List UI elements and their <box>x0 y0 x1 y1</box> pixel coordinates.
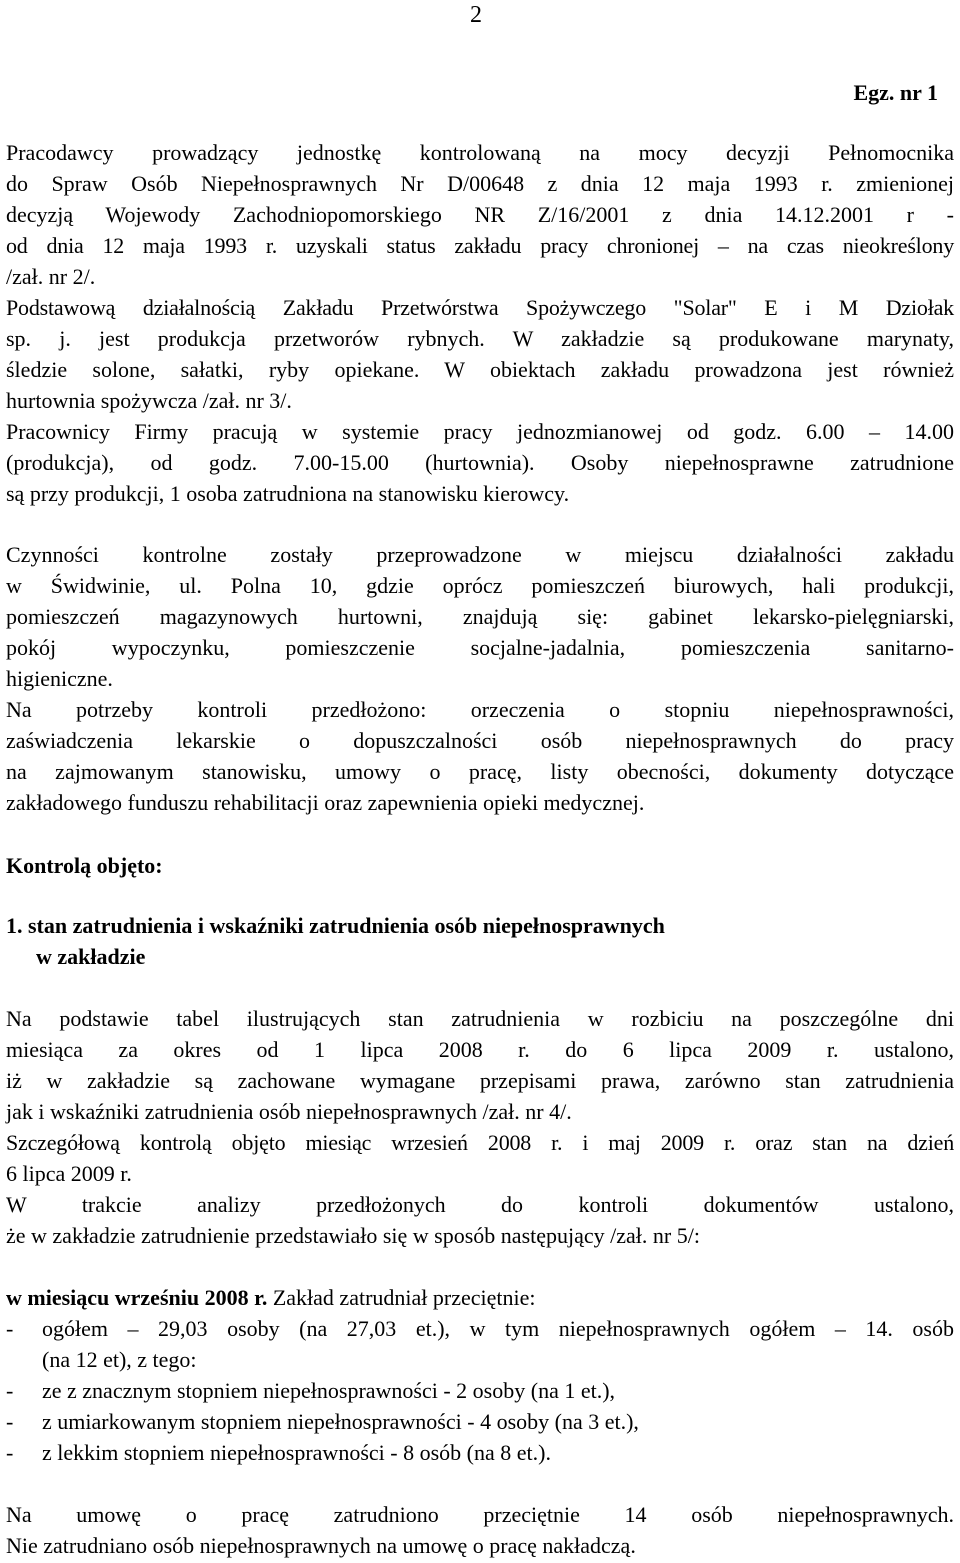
text-line: 6 lipca 2009 r. <box>6 1161 132 1186</box>
month-label: w miesiącu wrześniu 2008 r. <box>6 1285 268 1310</box>
text-line: /zał. nr 2/. <box>6 264 96 289</box>
text-line: jak i wskaźniki zatrudnienia osób niepełnosprawnych /zał. nr 4/. <box>6 1099 572 1124</box>
text-line: Na potrzeby kontroli przedłożono: orzeczenia o stopniu niepełnosprawności, <box>6 697 954 722</box>
text-line: śledzie solone, sałatki, ryby opiekane. W obiektach zakładu prowadzona jest również <box>6 357 954 382</box>
text-line: Podstawową działalnością Zakładu Przetwórstwa Spożywczego "Solar" E i M Dziołak <box>6 295 954 320</box>
text-line: że w zakładzie zatrudnienie przedstawiało się w sposób następujący /zał. nr 5/: <box>6 1223 700 1248</box>
page-number: 2 <box>470 2 482 28</box>
bullet-dash: - <box>6 1378 14 1403</box>
section-title: 1. stan zatrudnienia i wskaźniki zatrudnienia osób niepełnosprawnych <box>6 913 665 938</box>
text-line: zaświadczenia lekarskie o dopuszczalności osób niepełnosprawnych do pracy <box>6 728 954 753</box>
text-line: w Świdwinie, ul. Polna 10, gdzie oprócz pomieszczeń biurowych, hali produkcji, <box>6 573 954 598</box>
month-rest: Zakład zatrudniał przeciętnie: <box>267 1285 536 1310</box>
text-line: Czynności kontrolne zostały przeprowadzone w miejscu działalności zakładu <box>6 542 954 567</box>
text-line: Na umowę o pracę zatrudniono przeciętnie 14 osób niepełnosprawnych. <box>6 1502 954 1527</box>
text-line: sp. j. jest produkcja przetworów rybnych. W zakładzie są produkowane marynaty, <box>6 326 954 351</box>
text-line: pokój wypoczynku, pomieszczenie socjalne-jadalnia, pomieszczenia sanitarno- <box>6 635 954 660</box>
text-line: iż w zakładzie są zachowane wymagane przepisami prawa, zarówno stan zatrudnienia <box>6 1068 954 1093</box>
section-heading: Kontrolą objęto: <box>6 853 163 878</box>
bullet-item: ze z znacznym stopniem niepełnosprawności - 2 osoby (na 1 et.), <box>42 1378 616 1403</box>
text-line: na zajmowanym stanowisku, umowy o pracę, listy obecności, dokumenty dotyczące <box>6 759 954 784</box>
text-line: Pracodawcy prowadzący jednostkę kontrolowaną na mocy decyzji Pełnomocnika <box>6 140 954 165</box>
text-line: zakładowego funduszu rehabilitacji oraz zapewnienia opieki medycznej. <box>6 790 645 815</box>
bullet-dash: - <box>6 1409 14 1434</box>
text-line: od dnia 12 maja 1993 r. uzyskali status zakładu pracy chronionej – na czas nieokreślony <box>6 233 954 258</box>
text-line: higieniczne. <box>6 666 113 691</box>
text-line: Na podstawie tabel ilustrujących stan zatrudnienia w rozbiciu na poszczególne dni <box>6 1006 954 1031</box>
bullet-dash: - <box>6 1440 14 1465</box>
copy-label: Egz. nr 1 <box>853 80 938 105</box>
section-title: w zakładzie <box>36 944 146 969</box>
bullet-item: z umiarkowanym stopniem niepełnosprawności - 4 osoby (na 3 et.), <box>42 1409 639 1434</box>
bullet-dash: - <box>6 1316 14 1341</box>
bullet-item: ogółem – 29,03 osoby (na 27,03 et.), w tym niepełnosprawnych ogółem – 14. osób <box>42 1316 954 1341</box>
text-line: hurtownia spożywcza /zał. nr 3/. <box>6 388 292 413</box>
text-line: są przy produkcji, 1 osoba zatrudniona na stanowisku kierowcy. <box>6 481 570 506</box>
text-line: Pracownicy Firmy pracują w systemie pracy jednozmianowej od godz. 6.00 – 14.00 <box>6 419 954 444</box>
text-line: Szczegółową kontrolą objęto miesiąc wrzesień 2008 r. i maj 2009 r. oraz stan na dzień <box>6 1130 954 1155</box>
text-line: miesiąca za okres od 1 lipca 2008 r. do 6 lipca 2009 r. ustalono, <box>6 1037 954 1062</box>
text-line: do Spraw Osób Niepełnosprawnych Nr D/00648 z dnia 12 maja 1993 r. zmienionej <box>6 171 954 196</box>
text-line: decyzją Wojewody Zachodniopomorskiego NR Z/16/2001 z dnia 14.12.2001 r - <box>6 202 954 227</box>
bullet-item: z lekkim stopniem niepełnosprawności - 8 osób (na 8 et.). <box>42 1440 551 1465</box>
text-line: pomieszczeń magazynowych hurtowni, znajdują się: gabinet lekarsko-pielęgniarski, <box>6 604 954 629</box>
text-line: (produkcja), od godz. 7.00-15.00 (hurtownia). Osoby niepełnosprawne zatrudnione <box>6 450 954 475</box>
month-line <box>6 1285 954 1311</box>
text-line: W trakcie analizy przedłożonych do kontroli dokumentów ustalono, <box>6 1192 954 1217</box>
text-line: Nie zatrudniano osób niepełnosprawnych na umowę o pracę nakładczą. <box>6 1533 636 1558</box>
bullet-item: (na 12 et), z tego: <box>42 1347 197 1372</box>
